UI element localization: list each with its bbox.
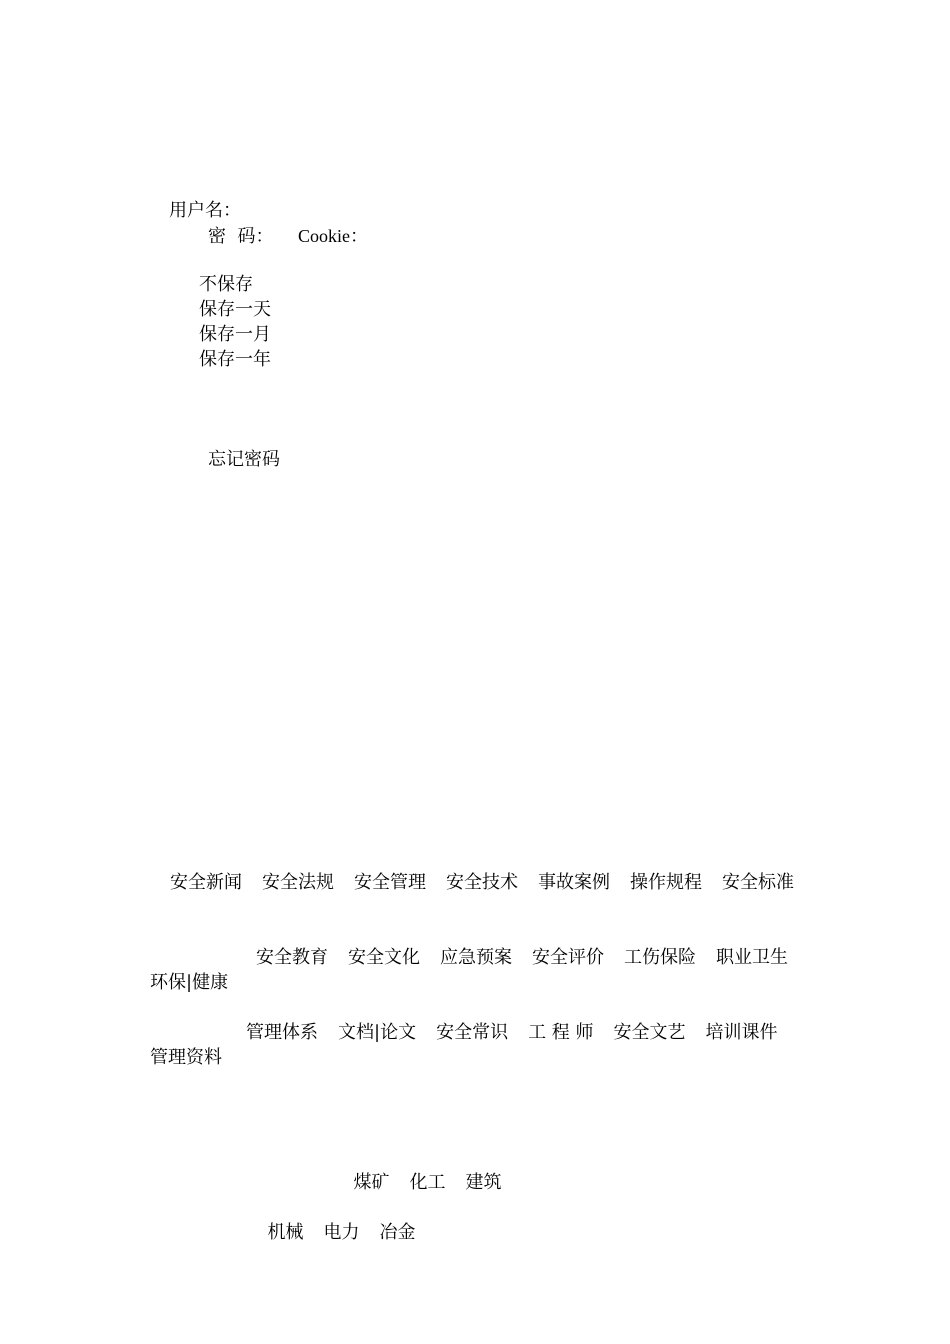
cookie-option-month[interactable]: 保存一月 bbox=[199, 324, 271, 345]
nav-link-operating-procedures[interactable]: 操作规程 bbox=[630, 872, 702, 893]
cookie-option-year[interactable]: 保存一年 bbox=[199, 349, 271, 370]
nav-link-safety-knowledge[interactable]: 安全常识 bbox=[436, 1022, 509, 1043]
password-label: 密 码： bbox=[208, 226, 274, 247]
nav-link-coal-mining[interactable]: 煤矿 bbox=[353, 1172, 390, 1193]
nav-link-machinery[interactable]: 机械 bbox=[267, 1222, 304, 1243]
nav-link-emergency-plans[interactable]: 应急预案 bbox=[440, 947, 512, 968]
nav-link-safety-arts[interactable]: 安全文艺 bbox=[613, 1022, 686, 1043]
nav-row-3 bbox=[150, 1020, 810, 1070]
nav-link-safety-evaluation[interactable]: 安全评价 bbox=[532, 947, 604, 968]
nav-link-electric-power[interactable]: 电力 bbox=[323, 1222, 360, 1243]
industry-row-1 bbox=[342, 1145, 501, 1195]
nav-link-management-system[interactable]: 管理体系 bbox=[246, 1022, 318, 1043]
nav-link-chemical[interactable]: 化工 bbox=[409, 1172, 446, 1193]
nav-link-safety-management[interactable]: 安全管理 bbox=[354, 872, 426, 893]
username-label: 用户名： bbox=[169, 200, 241, 221]
nav-row-1 bbox=[150, 870, 810, 895]
nav-link-environment-health[interactable]: 环保|健康 bbox=[150, 972, 229, 993]
nav-link-training-courseware[interactable]: 培训课件 bbox=[705, 1022, 778, 1043]
nav-link-safety-news[interactable]: 安全新闻 bbox=[170, 872, 242, 893]
nav-link-safety-technology[interactable]: 安全技术 bbox=[446, 872, 518, 893]
nav-link-work-injury-insurance[interactable]: 工伤保险 bbox=[624, 947, 696, 968]
nav-link-occupational-health[interactable]: 职业卫生 bbox=[716, 947, 788, 968]
nav-link-safety-culture[interactable]: 安全文化 bbox=[348, 947, 420, 968]
nav-link-accident-cases[interactable]: 事故案例 bbox=[538, 872, 610, 893]
forgot-password-link[interactable]: 忘记密码 bbox=[208, 449, 280, 470]
industry-row-2 bbox=[256, 1195, 415, 1245]
nav-link-documents-papers[interactable]: 文档|论文 bbox=[338, 1022, 417, 1043]
cookie-option-day[interactable]: 保存一天 bbox=[199, 299, 271, 320]
nav-link-safety-education[interactable]: 安全教育 bbox=[256, 947, 328, 968]
cookie-option-none[interactable]: 不保存 bbox=[199, 274, 253, 295]
nav-link-safety-standards[interactable]: 安全标准 bbox=[722, 872, 794, 893]
nav-link-management-materials[interactable]: 管理资料 bbox=[150, 1047, 222, 1068]
cookie-label: Cookie： bbox=[298, 226, 368, 246]
nav-link-construction[interactable]: 建筑 bbox=[465, 1172, 502, 1193]
nav-link-metallurgy[interactable]: 冶金 bbox=[379, 1222, 416, 1243]
nav-row-2 bbox=[150, 945, 810, 995]
nav-link-engineer[interactable]: 工 程 师 bbox=[528, 1022, 594, 1043]
nav-link-safety-regulations[interactable]: 安全法规 bbox=[262, 872, 334, 893]
